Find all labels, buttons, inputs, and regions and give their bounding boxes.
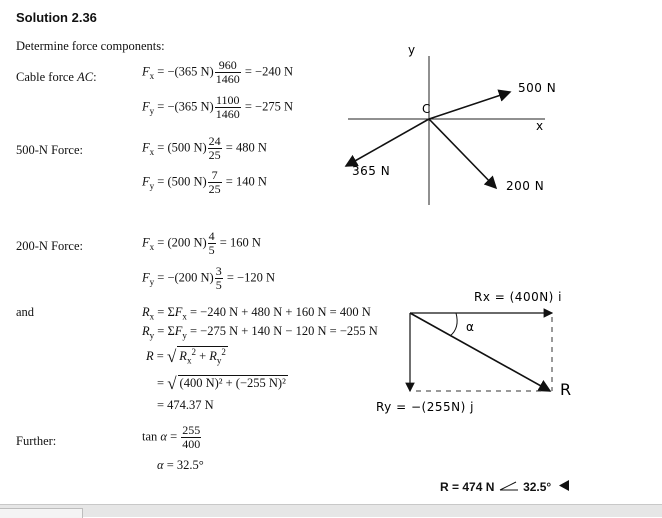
- eq-tan-alpha: tan α = $\frac{255}{400}$: [142, 423, 201, 451]
- resultant-arrow: [410, 313, 550, 391]
- rx-label-fig: Rx = (400N) i: [474, 290, 563, 304]
- further-label: Further:: [16, 434, 57, 448]
- eq-r-substituted: = √ (400 N)² + (−255 N)²: [157, 374, 286, 393]
- force-500-label-fig: 500 N: [518, 81, 557, 95]
- point-c-label: C: [422, 102, 431, 116]
- end-marker-icon: [558, 480, 570, 492]
- alpha-arc: [450, 313, 457, 336]
- force-200-label-fig: 200 N: [506, 179, 545, 193]
- alpha-label-fig: α: [466, 320, 475, 334]
- viewer-bottom-bar: [0, 504, 662, 517]
- force-diagram: [330, 40, 590, 205]
- intro-text: Determine force components:: [16, 39, 165, 53]
- ry-label-fig: Ry = −(255N) j: [376, 400, 474, 414]
- eq-r-formula: R = √ $R_x^2 + R_y^2$: [146, 347, 226, 367]
- eq-ac-fx: $F_x = -(365$ N) $\frac{960}{1460}$ = −240 N: [142, 58, 293, 86]
- and-label: and: [16, 305, 35, 319]
- eq-r-value: = 474.37 N: [157, 398, 214, 412]
- final-result: R = 474 N 32.5°: [440, 480, 570, 494]
- eq-200-fy: $F_y = -(200$ N) $\frac{3}{5}$ = −120 N: [142, 264, 275, 292]
- r-label-fig: R: [560, 380, 572, 399]
- y-axis-label: y: [408, 43, 416, 57]
- eq-200-fx: $F_x = (200$ N) $\frac{4}{5}$ = 160 N: [142, 229, 261, 257]
- force-200-arrow: [429, 119, 496, 188]
- force-500-arrow: [429, 92, 510, 119]
- force-500-label: 500-N Force:: [16, 143, 83, 157]
- eq-ry: $R_y = \Sigma F_y = -275$ N + 140 N − 120 N = −255 N: [142, 324, 378, 341]
- force-200-label: 200-N Force:: [16, 239, 83, 253]
- angle-symbol-icon: [498, 480, 520, 492]
- x-axis-label: x: [536, 119, 544, 133]
- cable-force-label: Cable force AC:: [16, 70, 97, 84]
- eq-alpha-value: α = 32.5°: [157, 458, 204, 472]
- resultant-diagram: [370, 283, 610, 433]
- force-365-label-fig: 365 N: [352, 164, 391, 178]
- eq-rx: $R_x = \Sigma F_x = -240$ N + 480 N + 160 N = 400 N: [142, 305, 371, 322]
- eq-500-fx: $F_x = (500$ N) $\frac{24}{25}$ = 480 N: [142, 134, 267, 162]
- eq-ac-fy: $F_y = -(365$ N) $\frac{1100}{1460}$ = −275 N: [142, 93, 293, 121]
- page-title: Solution 2.36: [16, 10, 97, 25]
- force-365-arrow: [346, 119, 429, 166]
- viewer-tab[interactable]: [0, 508, 83, 518]
- eq-500-fy: $F_y = (500$ N) $\frac{7}{25}$ = 140 N: [142, 168, 267, 196]
